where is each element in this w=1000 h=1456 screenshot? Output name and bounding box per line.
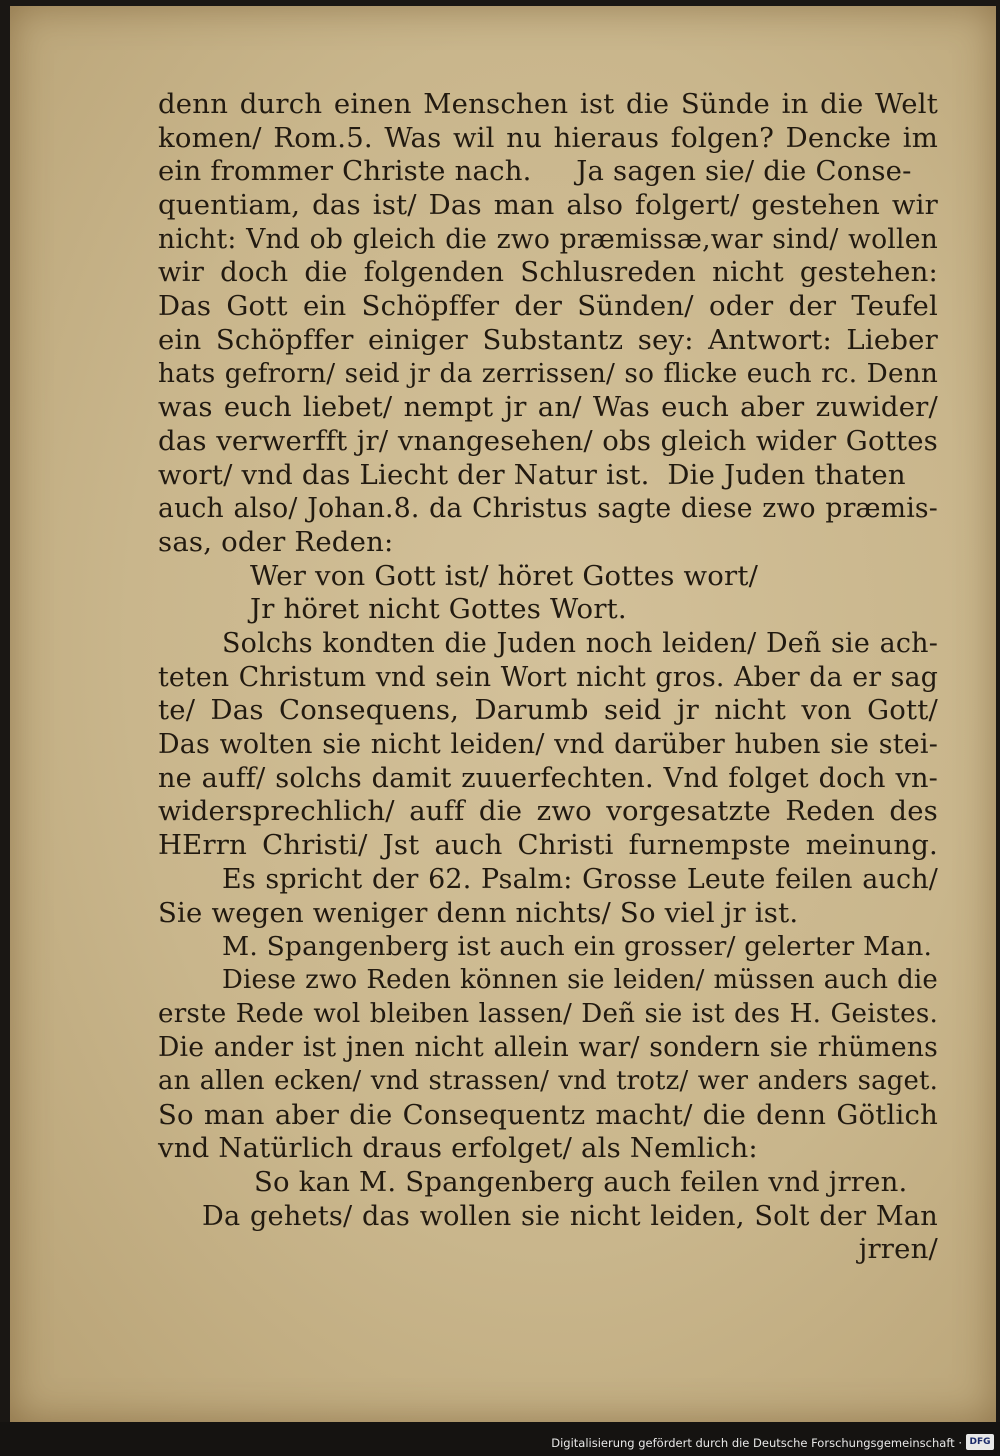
- text-line: sas, oder Reden:: [158, 525, 394, 558]
- text-line: Diese zwo Reden können sie leiden/ müssen auch die: [222, 964, 938, 995]
- text-line: Die ander ist jnen nicht allein war/ sondern sie rhümens: [158, 1032, 938, 1064]
- text-line: an allen ecken/ vnd strassen/ vnd trotz/ wer anders saget.: [158, 1065, 938, 1096]
- quoted-line: Wer von Gott ist/ höret Gottes wort/: [250, 559, 759, 592]
- text-line: Da gehets/ das wollen sie nicht leiden, Solt der Man: [202, 1200, 938, 1232]
- text-line: wort/ vnd das Liecht der Natur ist. Die Juden thaten: [158, 458, 906, 491]
- text-line: Das Gott ein Schöpffer der Sünden/ oder der Teufel: [158, 290, 938, 323]
- text-line: Sie wegen weniger denn nichts/ So viel jr ist.: [158, 896, 799, 929]
- text-line: was euch liebet/ nempt jr an/ Was euch aber zuwider/: [158, 391, 938, 424]
- text-line: M. Spangenberg ist auch ein grosser/ gelerter Man.: [222, 931, 933, 963]
- text-line: teten Christum vnd sein Wort nicht gros. Aber da er sag: [158, 661, 938, 693]
- text-line: te/ Das Consequens, Darumb seid jr nicht von Gott/: [158, 694, 938, 727]
- text-line: denn durch einen Menschen ist die Sünde in die Welt: [158, 88, 938, 120]
- dfg-logo-text: DFG: [969, 1437, 991, 1447]
- text-line: ne auff/ solchs damit zuuerfechten. Vnd folget doch vn-: [158, 762, 938, 794]
- text-line: Solchs kondten die Juden noch leiden/ Deñ sie ach-: [222, 628, 938, 659]
- text-line: Das wolten sie nicht leiden/ vnd darüber huben sie stei-: [158, 729, 938, 761]
- text-line: nicht: Vnd ob gleich die zwo præmissæ,war sind/ wollen: [158, 223, 938, 255]
- catchword: jrren/: [858, 1233, 938, 1266]
- text-line: ein Schöpffer einiger Substantz sey: Antwort: Lieber: [158, 323, 938, 356]
- book-page: [10, 6, 996, 1422]
- text-line: auch also/ Johan.8. da Christus sagte diese zwo præmis-: [158, 493, 938, 525]
- page-text: [158, 88, 938, 1267]
- quoted-line: So kan M. Spangenberg auch feilen vnd jrren.: [254, 1166, 908, 1198]
- text-line: hats gefrorn/ seid jr da zerrissen/ so flicke euch rc. Denn: [158, 358, 938, 389]
- text-line: vnd Natürlich draus erfolget/ als Nemlich:: [158, 1132, 758, 1165]
- text-line: erste Rede wol bleiben lassen/ Deñ sie ist des H. Geistes.: [158, 998, 938, 1029]
- text-line: ein frommer Christe nach. Ja sagen sie/ die Conse-: [158, 155, 912, 188]
- text-line: das verwerfft jr/ vnangesehen/ obs gleich wider Gottes: [158, 424, 938, 457]
- text-line: HErrn Christi/ Jst auch Christi furnempste meinung.: [158, 829, 938, 862]
- text-line: wir doch die folgenden Schlusreden nicht gestehen:: [158, 256, 938, 289]
- text-line: quentiam, das ist/ Das man also folgert/ gestehen wir: [158, 189, 938, 222]
- text-line: widersprechlich/ auff die zwo vorgesatzte Reden des: [158, 795, 938, 828]
- text-line: So man aber die Consequentz macht/ die denn Götlich: [158, 1098, 938, 1131]
- text-line: Es spricht der 62. Psalm: Grosse Leute feilen auch/: [222, 863, 938, 895]
- quoted-line: Jr höret nicht Gottes Wort.: [250, 593, 627, 626]
- text-line: komen/ Rom.5. Was wil nu hieraus folgen? Dencke im: [158, 121, 938, 154]
- dfg-logo-icon: [966, 1434, 994, 1450]
- footer-credit: Digitalisierung gefördert durch die Deutsche Forschungsgemeinschaft ·: [551, 1436, 962, 1450]
